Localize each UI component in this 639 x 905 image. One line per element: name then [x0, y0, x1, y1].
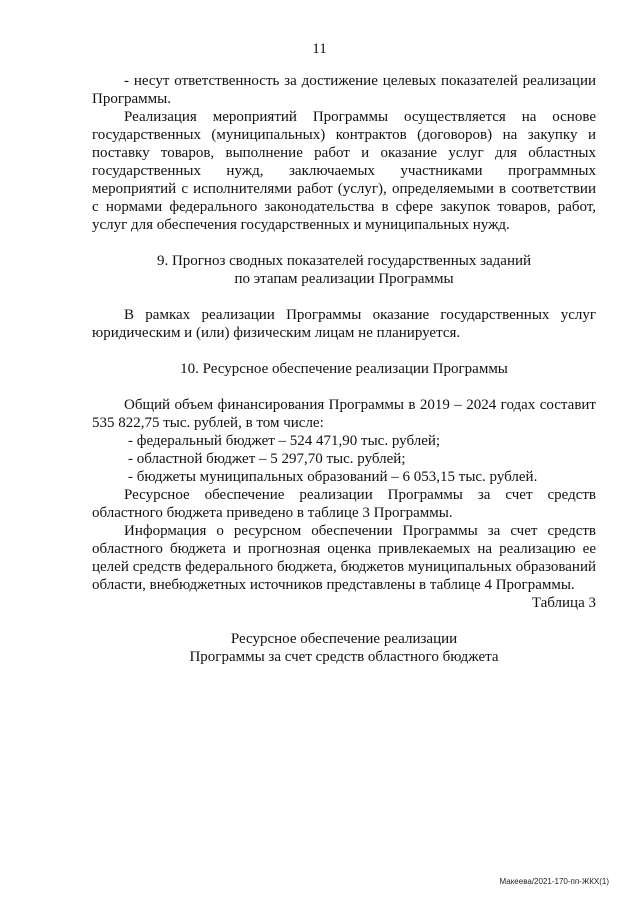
table-3-label: Таблица 3: [531, 595, 596, 611]
table-3-title-line1: Ресурсное обеспечение реализации: [230, 631, 458, 647]
paragraph-contracts: Реализация мероприятий Программы осуществляется на основе государственных (муниципальных) контрактов (договоров) на закупку и поставку товаров, выполнение работ и оказание услуг для областных государственных нужд, заключаемых участниками программных мероприятий с исполнителями работ (услуг), определяемыми в соответствии с нормами федерального законодательства в сфере закупок товаров, работ, услуг для обеспечения государственных и муниципальных нужд.: [92, 109, 596, 233]
budget-item-regional: - областной бюджет – 5 297,70 тыс. рублей;: [128, 451, 406, 467]
section-10-paragraph-3: Информация о ресурсном обеспечении Программы за счет средств областного бюджета и прогнозная оценка привлекаемых на реализацию ее целей средств федерального бюджета, бюджетов муниципальных образований области, внебюджетных источников представлены в таблице 4 Программы.: [92, 523, 596, 593]
paragraph-responsibility: - несут ответственность за достижение целевых показателей реализации Программы.: [92, 73, 596, 107]
budget-item-municipal: - бюджеты муниципальных образований – 6 053,15 тыс. рублей.: [128, 469, 538, 485]
budget-item-federal: - федеральный бюджет – 524 471,90 тыс. рублей;: [128, 433, 441, 449]
section-10-intro: Общий объем финансирования Программы в 2019 – 2024 годах составит 535 822,75 тыс. рублей, в том числе:: [92, 397, 596, 431]
section-10-paragraph-2: Ресурсное обеспечение реализации Программы за счет средств областного бюджета приведено в таблице 3 Программы.: [92, 487, 596, 521]
section-10-heading: 10. Ресурсное обеспечение реализации Программы: [180, 361, 508, 377]
document-footer-code: Макеева/2021-170-пп-ЖКХ(1): [499, 877, 609, 886]
section-9-text: В рамках реализации Программы оказание государственных услуг юридическим и (или) физическим лицам не планируется.: [92, 307, 596, 341]
section-9-heading-line2: по этапам реализации Программы: [234, 271, 454, 287]
document-body: [92, 72, 596, 666]
section-9-heading-line1: 9. Прогноз сводных показателей государственных заданий: [156, 253, 532, 269]
table-3-title-line2: Программы за счет средств областного бюджета: [189, 649, 499, 665]
page-number: 11: [312, 41, 327, 57]
